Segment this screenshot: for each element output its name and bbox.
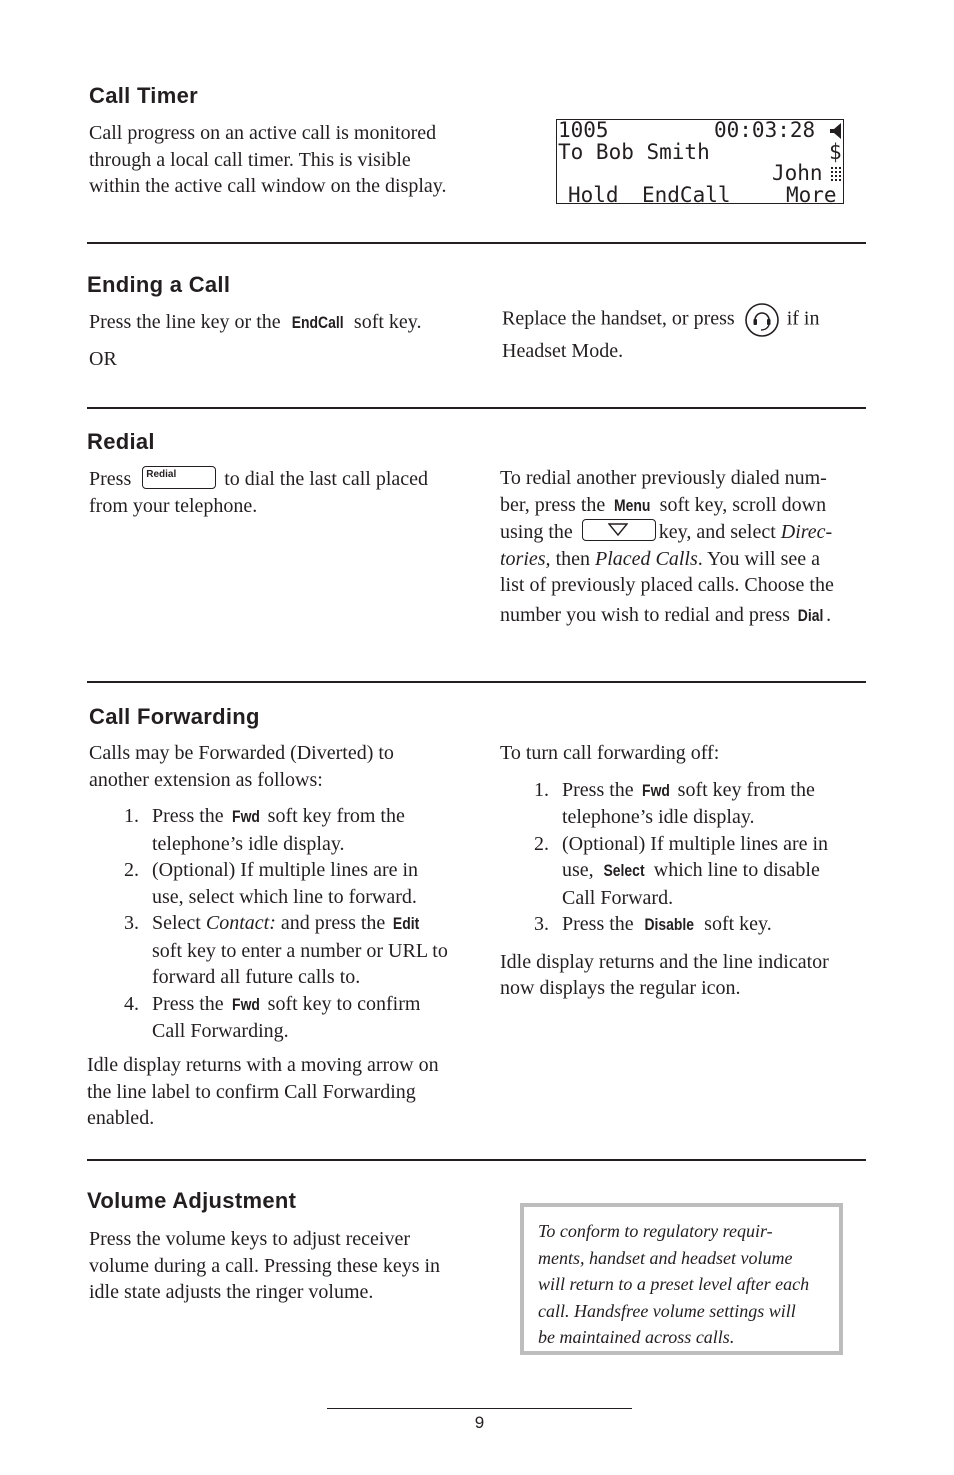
list-item [124, 910, 489, 991]
lcd-line-number: 1005 [558, 118, 609, 142]
softkey-more: More [786, 183, 837, 207]
softkey-name: Edit [393, 914, 420, 933]
step-number: 4. [124, 992, 139, 1015]
softkey-endcall: EndCall [642, 183, 731, 207]
redial-key-icon [142, 466, 216, 489]
text: soft key from the [262, 805, 405, 827]
call-forwarding-outro [87, 1052, 497, 1132]
lcd-line-label: John [772, 161, 823, 185]
section-title-call-forwarding: Call Forwarding [89, 704, 260, 729]
text: which line to disable [648, 859, 820, 881]
redial-left [89, 466, 489, 519]
step-number: 2. [534, 832, 549, 855]
text-line: from your telephone. [89, 494, 258, 517]
section-title-ending-call: Ending a Call [87, 272, 231, 297]
text-line [89, 309, 489, 337]
text: use, [562, 859, 599, 881]
text-line: another extension as follows: [89, 768, 323, 791]
down-arrow-key-icon [582, 519, 656, 541]
softkey-name: Fwd [231, 994, 260, 1014]
text-line [500, 546, 880, 573]
text: . You will see a [697, 547, 820, 570]
text: using the [500, 521, 573, 543]
text: and press the [275, 912, 391, 934]
line-status-icon [830, 166, 842, 182]
text: (Optional) If multiple lines are in [562, 832, 829, 855]
text-line: within the active call window on the display. [89, 175, 447, 197]
speaker-icon [830, 123, 842, 139]
text-line: list of previously placed calls. Choose the [500, 574, 834, 596]
list-item [124, 857, 489, 910]
list-item [534, 911, 880, 939]
text-line: idle state adjusts the ringer volume. [89, 1281, 374, 1303]
text-line: To redial another previously dialed num- [500, 467, 827, 489]
step-number: 1. [534, 778, 549, 801]
text-line: enabled. [87, 1107, 155, 1129]
text: telephone’s idle display. [152, 832, 345, 855]
text: soft key, scroll down [654, 493, 827, 516]
text: telephone’s idle display. [562, 806, 755, 828]
ending-call-left [89, 309, 489, 372]
text: (Optional) If multiple lines are in [152, 859, 419, 881]
headset-key-icon [744, 302, 780, 338]
text: Call Forward. [562, 886, 674, 909]
text-line [89, 466, 489, 493]
section-title-volume: Volume Adjustment [87, 1188, 297, 1213]
text: then [550, 547, 595, 570]
step-number: 1. [124, 805, 139, 827]
text: if in [786, 307, 820, 330]
text: key, and select [658, 521, 781, 543]
note-line: call. Handsfree volume settings will [538, 1300, 796, 1321]
text-line: To turn call forwarding off: [500, 742, 720, 764]
list-item [534, 777, 880, 831]
step-number: 3. [124, 912, 139, 934]
redial-key-label: Redial [146, 468, 177, 480]
text: forward all future calls to. [152, 966, 361, 988]
text: ber, press the [500, 493, 611, 516]
text-line [502, 302, 872, 338]
text-italic: Placed Calls [595, 547, 698, 570]
softkey-name: Disable [644, 915, 694, 934]
footer-rule [327, 1408, 632, 1409]
regulatory-note-box [520, 1203, 843, 1355]
redial-right [500, 465, 880, 629]
text: soft key. [348, 311, 422, 333]
text: Press the [152, 992, 229, 1015]
text-italic: Contact: [205, 912, 276, 934]
text-line: Headset Mode. [502, 340, 624, 362]
call-timer-body [89, 120, 509, 200]
text-line: Idle display returns and the line indicator [500, 950, 829, 973]
note-line: To conform to regulatory requir- [538, 1221, 773, 1241]
step-number: 3. [534, 913, 549, 935]
text: . [826, 603, 832, 626]
softkey-name: Menu [614, 495, 651, 515]
text-line [500, 492, 880, 520]
text: Press the [562, 913, 639, 935]
list-item [124, 991, 489, 1045]
lcd-display [556, 118, 844, 207]
text: Select [152, 912, 206, 934]
section-divider [87, 242, 866, 244]
section-divider [87, 407, 866, 409]
softkey-name: EndCall [291, 313, 344, 332]
section-divider [87, 1159, 866, 1161]
or-text: OR [89, 347, 117, 370]
call-forwarding-left [89, 740, 489, 1045]
page-number: 9 [474, 1413, 485, 1432]
text: soft key to enter a number or URL to [152, 939, 448, 962]
section-divider [87, 681, 866, 683]
note-line: will return to a preset level after each [538, 1274, 810, 1294]
softkey-name: Fwd [641, 780, 670, 800]
section-title-redial: Redial [87, 429, 155, 454]
text-line [500, 602, 880, 630]
section-title-call-timer: Call Timer [89, 83, 198, 108]
lcd-timer: 00:03:28 [714, 118, 816, 142]
text: soft key. [699, 913, 772, 935]
text: number you wish to redial and press [500, 603, 795, 626]
list-item [124, 803, 489, 857]
ending-call-right [502, 302, 872, 365]
text-line: Press the volume keys to adjust receiver [89, 1228, 411, 1250]
softkey-name: Select [603, 861, 645, 880]
volume-body [89, 1226, 499, 1306]
text: Press the line key or the [89, 311, 286, 333]
softkey-name: Fwd [231, 807, 260, 826]
text-line: volume during a call. Pressing these keys in [89, 1254, 441, 1277]
text-line: Call progress on an active call is monitored [89, 122, 437, 144]
text: Call Forwarding. [152, 1020, 289, 1042]
softkey-name: Dial [797, 605, 824, 625]
text-italic: Direc- [780, 521, 833, 543]
text-line: Idle display returns with a moving arrow on [87, 1054, 439, 1076]
softkey-hold: Hold [568, 183, 619, 207]
text-line: Calls may be Forwarded (Diverted) to [89, 742, 394, 764]
note-line: be maintained across calls. [538, 1327, 735, 1347]
text-line [500, 519, 880, 546]
note-line: ments, handset and headset volume [538, 1247, 793, 1268]
text: to dial the last call placed [224, 468, 429, 490]
text: Replace the handset, or press [502, 307, 735, 330]
forwarding-off-steps [534, 777, 880, 939]
text: Press the [562, 778, 639, 801]
lcd-call-party: To Bob Smith [558, 140, 710, 164]
text-italic: tories, [500, 547, 551, 570]
list-item [534, 831, 880, 912]
call-forwarding-right [500, 740, 880, 1002]
step-number: 2. [124, 859, 139, 881]
text-line: the line label to confirm Call Forwarding [87, 1080, 416, 1103]
text: Press [89, 468, 132, 490]
lcd-dollar: $ [829, 140, 842, 164]
text: soft key from the [672, 778, 815, 801]
text: soft key to confirm [262, 992, 421, 1015]
forwarding-steps [124, 803, 489, 1045]
text-line: now displays the regular icon. [500, 977, 741, 999]
text: use, select which line to forward. [152, 885, 417, 908]
text-line: through a local call timer. This is visible [89, 148, 411, 171]
text: Press the [152, 805, 229, 827]
